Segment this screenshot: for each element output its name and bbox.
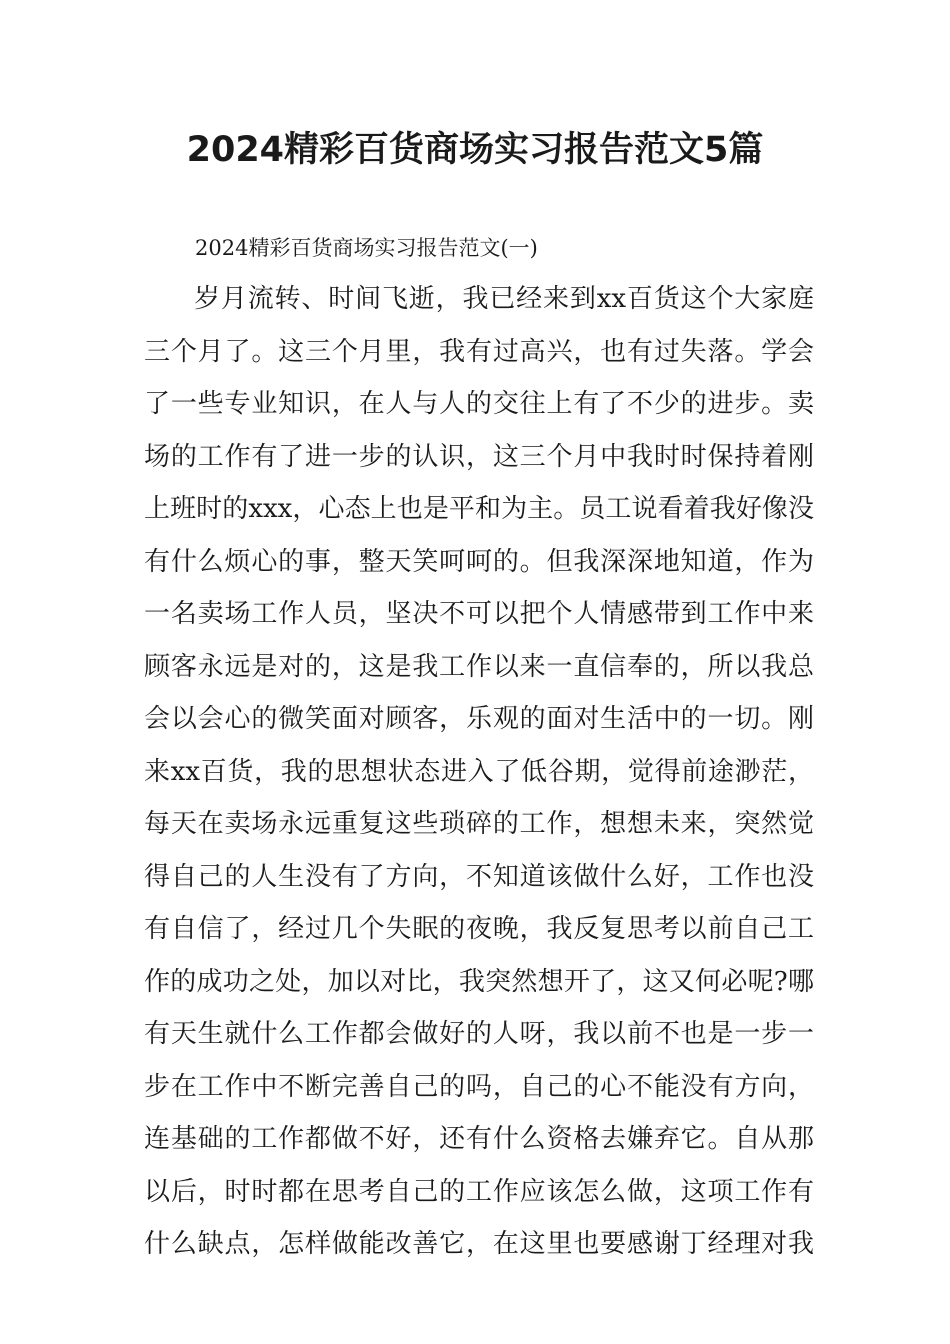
body-line: 一名卖场工作人员，坚决不可以把个人情感带到工作中来 (144, 599, 814, 629)
body-line: 会以会心的微笑面对顾客，乐观的面对生活中的一切。刚 (144, 704, 814, 734)
section-heading: 2024精彩百货商场实习报告范文(一) (195, 236, 538, 260)
body-line: 有天生就什么工作都会做好的人呀，我以前不也是一步一 (144, 1019, 814, 1049)
body-paragraph (144, 273, 814, 1271)
body-line: 得自己的人生没有了方向，不知道该做什么好，工作也没 (144, 861, 814, 892)
body-line: 每天在卖场永远重复这些琐碎的工作，想想未来，突然觉 (144, 809, 814, 839)
document-title: 2024精彩百货商场实习报告范文5篇 (186, 130, 764, 170)
body-line: 步在工作中不断完善自己的吗，自己的心不能没有方向， (144, 1071, 814, 1102)
body-line: 三个月了。这三个月里，我有过高兴，也有过失落。学会 (144, 336, 814, 367)
body-line: 有自信了，经过几个失眠的夜晚，我反复思考以前自己工 (144, 914, 814, 944)
body-line: 连基础的工作都做不好，还有什么资格去嫌弃它。自从那 (144, 1124, 814, 1154)
body-line: 岁月流转、时间飞逝，我已经来到xx百货这个大家庭 (194, 284, 814, 314)
body-line: 顾客永远是对的，这是我工作以来一直信奉的，所以我总 (144, 651, 814, 682)
body-line: 了一些专业知识，在人与人的交往上有了不少的进步。卖 (144, 389, 814, 419)
body-line: 以后，时时都在思考自己的工作应该怎么做，这项工作有 (144, 1176, 814, 1207)
body-line: 上班时的xxx，心态上也是平和为主。员工说看着我好像没 (144, 494, 814, 524)
body-line: 作的成功之处，加以对比，我突然想开了，这又何必呢?哪 (144, 966, 814, 997)
body-line: 场的工作有了进一步的认识，这三个月中我时时保持着刚 (144, 441, 814, 472)
body-line: 什么缺点，怎样做能改善它，在这里也要感谢丁经理对我 (144, 1229, 814, 1259)
body-line: 来xx百货，我的思想状态进入了低谷期，觉得前途渺茫， (144, 756, 814, 787)
body-line: 有什么烦心的事，整天笑呵呵的。但我深深地知道，作为 (144, 546, 814, 577)
